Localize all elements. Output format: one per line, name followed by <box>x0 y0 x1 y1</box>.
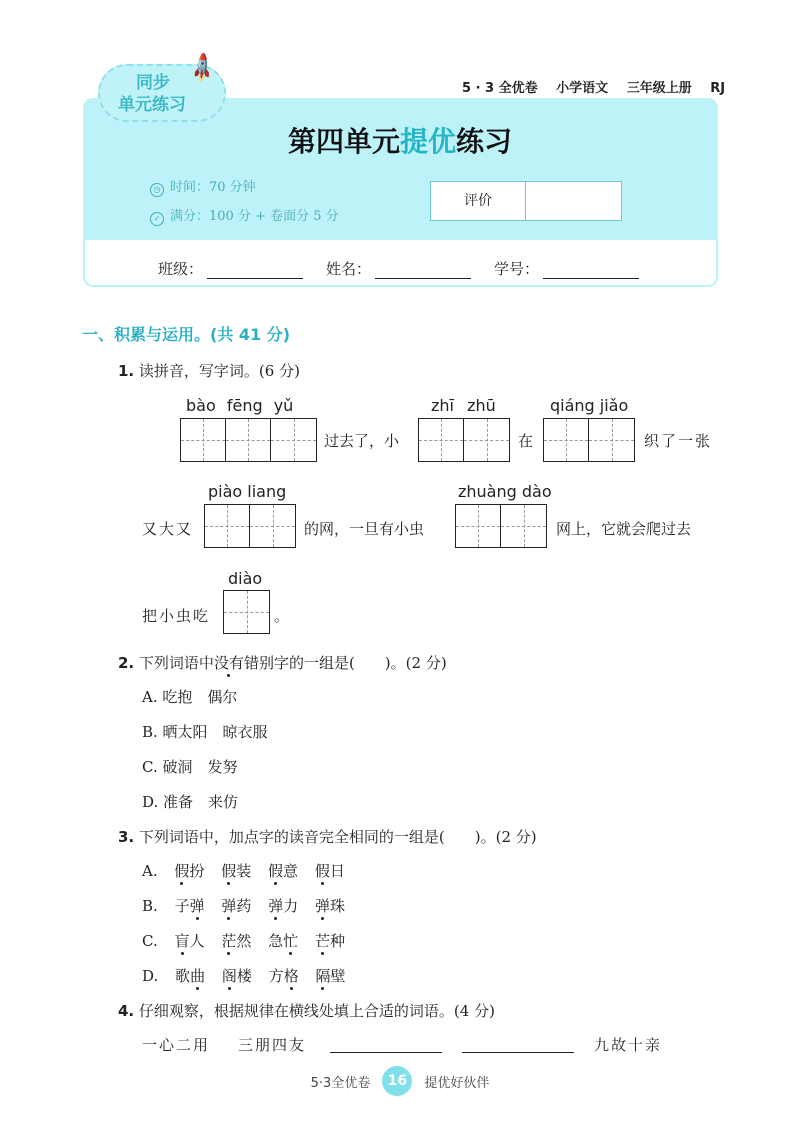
q2-option-c[interactable]: C. 破洞 发努 <box>142 758 238 776</box>
question-4: 4. 仔细观察，根据规律在横线处填上合适的词语。(4 分) <box>118 1002 495 1020</box>
page-title: 第四单元提优练习 <box>287 125 513 158</box>
pinyin-zhizhu: zhī zhū <box>431 396 496 415</box>
q2-option-a[interactable]: A. 吃抱 偶尔 <box>142 688 238 706</box>
answer-boxes-1[interactable] <box>180 418 317 462</box>
q2-option-d[interactable]: D. 准备 来仿 <box>142 793 239 811</box>
q3-option-d[interactable]: D. 歌曲 阁楼 方格 隔壁 <box>142 967 346 985</box>
student-id-field[interactable]: 学号： <box>494 258 639 279</box>
q3-option-b[interactable]: B. 子弹 弹药 弹力 弹珠 <box>142 897 346 915</box>
pinyin-baofengyu: bào fēng yǔ <box>186 396 294 415</box>
section-title: 一、积累与运用。(共 41 分) <box>82 325 291 344</box>
q3-option-c[interactable]: C. 盲人 茫然 急忙 芒种 <box>142 932 345 950</box>
full-score: ✓ 满分：100 分 + 卷面分 5 分 <box>150 205 339 226</box>
q4-blank-1[interactable] <box>330 1034 442 1053</box>
pinyin-piaoliang: piào liang <box>208 482 287 501</box>
book-meta <box>462 77 739 96</box>
question-1: 1. 读拼音，写字词。(6 分) <box>118 362 300 380</box>
meta-grade: 三年级上册 <box>626 81 692 96</box>
pinyin-diao: diào <box>228 569 263 588</box>
name-field[interactable]: 姓名： <box>326 258 471 279</box>
pinyin-qiangjiao: qiáng jiǎo <box>550 396 629 415</box>
meta-edition: RJ <box>710 81 726 96</box>
q2-option-b[interactable]: B. 晒太阳 晾衣服 <box>142 723 268 741</box>
answer-boxes-2[interactable] <box>418 418 510 462</box>
rocket-icon: 🚀 <box>185 50 220 86</box>
class-field[interactable]: 班级： <box>158 258 303 279</box>
evaluation-box <box>430 181 622 221</box>
page-footer: 5·3全优卷 16 提优好伙伴 <box>0 1066 800 1096</box>
q4-blank-2[interactable] <box>462 1034 574 1053</box>
check-icon: ✓ <box>150 212 164 226</box>
answer-boxes-5[interactable] <box>455 504 547 548</box>
meta-subject: 小学语文 <box>556 81 609 96</box>
answer-boxes-6[interactable] <box>223 590 270 634</box>
answer-boxes-4[interactable] <box>204 504 296 548</box>
evaluation-field[interactable] <box>526 182 621 220</box>
question-3: 3. 下列词语中，加点字的读音完全相同的一组是( )。(2 分) <box>118 828 537 846</box>
q3-option-a[interactable]: A. 假扮 假装 假意 假日 <box>142 862 345 880</box>
page-number: 16 <box>382 1066 412 1096</box>
clock-icon: ◷ <box>150 183 164 197</box>
answer-boxes-3[interactable] <box>543 418 635 462</box>
evaluation-label: 评价 <box>431 182 526 220</box>
pinyin-zhuangdao: zhuàng dào <box>458 482 552 501</box>
time-limit: ◷ 时间：70 分钟 <box>150 176 256 197</box>
meta-series: 5 · 3 全优卷 <box>462 81 538 96</box>
question-2: 2. 下列词语中没有错别字的一组是( )。(2 分) <box>118 654 447 672</box>
unit-badge: 同步 单元练习 🚀 <box>98 56 234 128</box>
